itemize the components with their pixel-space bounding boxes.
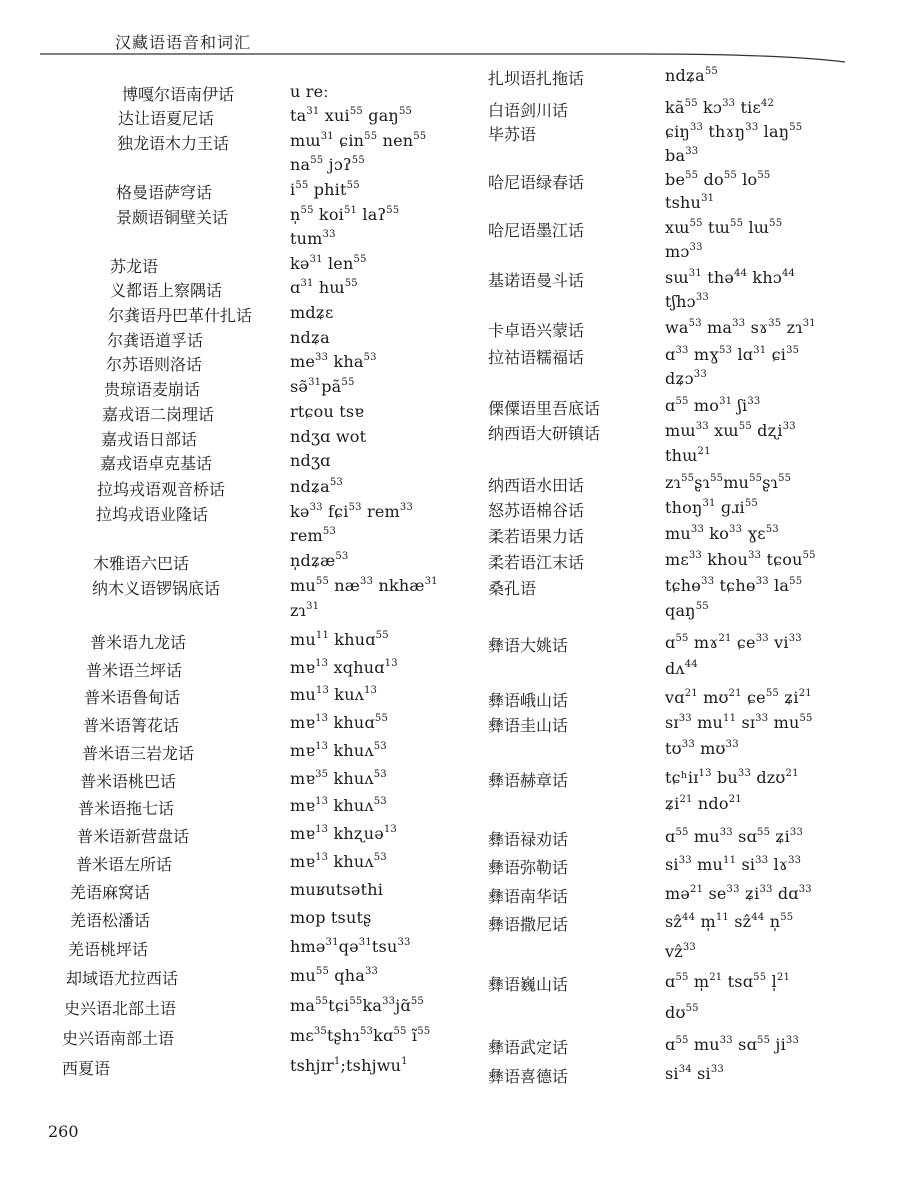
ipa-form: ndʑa$^{53}$ [290, 477, 343, 496]
ipa-form: ɑ$^{55}$ $mu^{33}$ sɑ$^{55}$ $ji^{33}$ [665, 1035, 800, 1054]
entry-row [0, 82, 460, 109]
entry-row [460, 524, 900, 551]
ipa-form: tʊ$^{33}$ mʊ$^{33}$ [665, 739, 739, 758]
dialect-name: 普米语新营盘话 [77, 827, 190, 846]
ipa-form: ɑ$^{33}$ mɣ$^{53}$ lɑ$^{31}$ ɕi$^{35}$ [665, 345, 800, 364]
entry-row [0, 451, 460, 478]
entry-row [0, 402, 460, 429]
entry-row [0, 852, 460, 879]
ipa-form: mɐ$^{13}$ khuʌ$^{53}$ [290, 796, 387, 815]
ipa-form: tʃhɔ$^{33}$ [665, 292, 709, 311]
ipa-form: u reː [290, 82, 329, 101]
dialect-name: 普米语左所话 [76, 855, 173, 874]
dialect-name: 白语剑川话 [488, 101, 569, 120]
ipa-form: mɐ$^{13}$ khuʌ$^{53}$ [290, 741, 387, 760]
entry-row [460, 739, 900, 766]
entry-row [0, 601, 460, 628]
dialect-name: 彝语弥勒话 [488, 858, 569, 877]
ipa-form: tɕʰiɪ$^{13}$ $bu^{33}$ dzʊ$^{21}$ [665, 768, 799, 787]
ipa-form: rem$^{53}$ [290, 526, 337, 545]
entry-row [460, 292, 900, 319]
entry-row [460, 345, 900, 372]
entry-row [460, 498, 900, 525]
ipa-form: kə$^{31}$ len$^{55}$ [290, 254, 367, 273]
dialect-name: 义都语上察隅话 [110, 281, 223, 300]
ipa-form: mɐ$^{13}$ khʐuə$^{13}$ [290, 824, 397, 843]
dialect-name: 博嘎尔语南伊话 [122, 85, 235, 104]
ipa-form: $ba^{33}$ [665, 146, 699, 165]
ipa-form: rtɕou tsɐ [290, 402, 365, 421]
ipa-form: $be^{55}$ $do^{55}$ $lo^{55}$ [665, 170, 771, 189]
dialect-name: 彝语撒尼话 [488, 915, 569, 934]
ipa-form: $ma^{55}tɕi^{55}ka^{33}jɑ̃^{55}$ [290, 996, 424, 1015]
ipa-form: $sə̃^{31}pã^{55}$ [290, 377, 355, 396]
ipa-form: muʁutsəthi [290, 880, 384, 899]
entry-row [460, 884, 900, 911]
entry-row [460, 421, 900, 448]
ipa-form: tɕhɵ$^{33}$ tɕhɵ$^{33}$ $la^{55}$ [665, 576, 803, 595]
ipa-form: zɿ$^{31}$ [290, 601, 320, 620]
dialect-name: 彝语巍山话 [488, 975, 569, 994]
entry-row [460, 659, 900, 686]
ipa-form: ndʑa$^{55}$ [665, 66, 718, 85]
dialect-name: 彝语大姚话 [488, 636, 569, 655]
ipa-form: $me^{33}$ kha$^{53}$ [290, 352, 377, 371]
entry-row [0, 303, 460, 330]
dialect-name: 彝语喜德话 [488, 1067, 569, 1086]
entry-row [0, 576, 460, 603]
entry-row [460, 218, 900, 245]
ipa-form: tshjɪr$^1$;tshjwu$^1$ [290, 1056, 408, 1075]
ipa-form: n̩$^{55}$ koi$^{51}$ laʔ$^{55}$ [290, 205, 400, 224]
entry-row [460, 242, 900, 269]
dialect-name: 尔苏语则洛话 [106, 355, 203, 374]
ipa-form: ndʒɑ [290, 451, 331, 470]
dialect-name: 羌语麻窝话 [70, 883, 151, 902]
entry-row [460, 688, 900, 715]
ipa-form: $mu^{33}$ $ko^{33}$ ɣɛ$^{53}$ [665, 524, 779, 543]
dialect-name: 却域语尤拉西话 [66, 969, 179, 988]
ipa-form: mɯ$^{31}$ ɕin$^{55}$ nen$^{55}$ [290, 131, 427, 150]
entry-row [460, 1035, 900, 1062]
entry-row [460, 942, 900, 969]
ipa-form: $i^{55}$ phit$^{55}$ [290, 180, 360, 199]
entry-row [460, 601, 900, 628]
entry-row [0, 796, 460, 823]
dialect-name: 扎坝语扎拖话 [488, 69, 585, 88]
ipa-form: mop tsutʂ [290, 908, 372, 927]
ipa-form: $si^{33}$ $mu^{11}$ $si^{33}$ lɤ$^{33}$ [665, 855, 802, 874]
dialect-name: 苏龙语 [110, 257, 159, 276]
entry-row [460, 827, 900, 854]
ipa-form: thɯ$^{21}$ [665, 446, 711, 465]
ipa-form: $mu^{55}$ qha$^{33}$ [290, 966, 379, 985]
ipa-form: ndʒɑ wot [290, 427, 367, 446]
dialect-name: 纳木义语锣锅底话 [92, 579, 221, 598]
entry-row [0, 769, 460, 796]
dialect-name: 卡卓语兴蒙话 [488, 321, 585, 340]
dialect-name: 嘉戎语日部话 [101, 430, 198, 449]
ipa-form: mdʑɛ [290, 303, 334, 322]
entry-row [460, 550, 900, 577]
entry-row [0, 278, 460, 305]
entry-row [0, 685, 460, 712]
dialect-name: 达让语夏尼话 [118, 109, 215, 128]
dialect-name: 尔龚语道孚话 [107, 331, 204, 350]
dialect-name: 格曼语萨穹话 [116, 183, 213, 202]
dialect-name: 拉坞戎语观音桥话 [97, 480, 226, 499]
entry-row [0, 1056, 460, 1083]
entry-row [460, 98, 900, 125]
dialect-name: 普米语三岩龙话 [82, 744, 195, 763]
entry-row [460, 146, 900, 173]
entry-row [460, 794, 900, 821]
entry-row [460, 268, 900, 295]
entry-row [0, 551, 460, 578]
entry-row [460, 633, 900, 660]
dialect-name: 普米语鲁甸话 [84, 688, 181, 707]
ipa-form: xɯ$^{55}$ tɯ$^{55}$ lɯ$^{55}$ [665, 218, 783, 237]
ipa-form: $mu^{11}$ khuɑ$^{55}$ [290, 630, 389, 649]
left-column [0, 0, 460, 1120]
ipa-form: ʑi$^{21}$ ndo$^{21}$ [665, 794, 742, 813]
entry-row [0, 713, 460, 740]
dialect-name: 哈尼语绿春话 [488, 173, 585, 192]
dialect-name: 西夏语 [62, 1059, 111, 1078]
ipa-form: ɑ$^{55}$ mɤ$^{21}$ ɕe$^{33}$ $vi^{33}$ [665, 633, 802, 652]
entry-row [460, 369, 900, 396]
entry-row [460, 396, 900, 423]
entry-row [460, 855, 900, 882]
ipa-form: mɔ$^{33}$ [665, 242, 703, 261]
dialect-name: 彝语武定话 [488, 1038, 569, 1057]
ipa-form: sẑ$^{44}$ m̩$^{11}$ sẑ$^{44}$ n̩$^{55}$ [665, 912, 794, 931]
ipa-form: $ta^{31}$ xui$^{55}$ gaŋ$^{55}$ [290, 106, 413, 125]
ipa-form: $na^{55}$ jɔʔ$^{55}$ [290, 155, 365, 174]
dialect-name: 羌语桃坪话 [68, 940, 149, 959]
dialect-name: 嘉戎语二岗理话 [102, 405, 215, 424]
dialect-name: 毕苏语 [488, 125, 537, 144]
entry-row [0, 180, 460, 207]
dialect-name: 傈僳语里吾底话 [488, 399, 601, 418]
ipa-form: vɑ$^{21}$ mʊ$^{21}$ ɕe$^{55}$ ʑi$^{21}$ [665, 688, 812, 707]
dialect-name: 基诺语曼斗话 [488, 271, 585, 290]
entry-row [0, 630, 460, 657]
entry-row [0, 229, 460, 256]
dialect-name: 柔若语江末话 [488, 553, 585, 572]
dialect-name: 桑孔语 [488, 579, 537, 598]
dialect-name: 景颇语铜壁关话 [116, 208, 229, 227]
ipa-form: $mu^{13}$ kuʌ$^{13}$ [290, 685, 378, 704]
ipa-form: mɐ$^{13}$ khuʌ$^{53}$ [290, 852, 387, 871]
dialect-name: 柔若语果力话 [488, 527, 585, 546]
entry-row [0, 502, 460, 529]
ipa-form: $wa^{53}$ $ma^{33}$ sɤ$^{35}$ zɿ$^{31}$ [665, 318, 816, 337]
dialect-name: 怒苏语棉谷话 [488, 501, 585, 520]
dialect-name: 纳西语大研镇话 [488, 424, 601, 443]
ipa-form: ɑ$^{31}$ hɯ$^{55}$ [290, 278, 358, 297]
entry-row [0, 155, 460, 182]
dialect-name: 普米语桃巴话 [80, 772, 177, 791]
entry-row [0, 908, 460, 935]
ipa-form: $kã^{55}$ kɔ$^{33}$ tiɛ$^{42}$ [665, 98, 775, 117]
dialect-name: 木雅语六巴话 [93, 554, 190, 573]
ipa-form: sɯ$^{31}$ thə$^{44}$ khɔ$^{44}$ [665, 268, 796, 287]
entry-row [0, 205, 460, 232]
entry-row [460, 713, 900, 740]
ipa-form: mə$^{21}$ $se^{33}$ ʑi$^{33}$ dɑ$^{33}$ [665, 884, 812, 903]
dialect-name: 嘉戎语卓克基话 [100, 454, 213, 473]
dialect-name: 彝语赫章话 [488, 771, 569, 790]
dialect-name: 独龙语木力王话 [117, 134, 230, 153]
dialect-name: 史兴语南部土语 [62, 1029, 175, 1048]
ipa-form: thoŋ$^{31}$ ɡɹi$^{55}$ [665, 498, 758, 517]
entry-row [460, 768, 900, 795]
ipa-form: vẑ$^{33}$ [665, 942, 696, 961]
entry-row [0, 477, 460, 504]
ipa-form: hmə$^{31}$qə$^{31}$tsu$^{33}$ [290, 937, 411, 956]
dialect-name: 尔龚语丹巴革什扎话 [108, 306, 253, 325]
entry-row [0, 1026, 460, 1053]
entry-row [0, 526, 460, 553]
page-number: 260 [48, 1122, 79, 1141]
dialect-name: 拉祜语糯福话 [488, 348, 585, 367]
dialect-name: 彝语禄劝话 [488, 830, 569, 849]
ipa-form: mɐ$^{13}$ khuɑ$^{55}$ [290, 713, 389, 732]
dialect-name: 史兴语北部土语 [64, 999, 177, 1018]
dialect-name: 普米语拖七话 [78, 799, 175, 818]
entry-row [460, 1003, 900, 1030]
dialect-name: 彝语圭山话 [488, 716, 569, 735]
dialect-name: 普米语九龙话 [90, 633, 187, 652]
dialect-name: 彝语南华话 [488, 887, 569, 906]
entry-row [0, 254, 460, 281]
entry-row [0, 824, 460, 851]
ipa-form: tum$^{33}$ [290, 229, 336, 248]
entry-row [0, 427, 460, 454]
ipa-form: mɛ$^{35}$tʂhɿ$^{53}$kɑ$^{55}$ $ĩ^{55}$ [290, 1026, 431, 1045]
ipa-form: dʊ$^{55}$ [665, 1003, 699, 1022]
ipa-form: mɛ$^{33}$ khou$^{33}$ tɕou$^{55}$ [665, 550, 816, 569]
ipa-form: dʌ$^{44}$ [665, 659, 698, 678]
ipa-form: mɯ$^{33}$ xɯ$^{55}$ dʐi$^{33}$ [665, 421, 796, 440]
dialect-name: 彝语峨山话 [488, 691, 569, 710]
entry-row [460, 122, 900, 149]
entry-row [460, 576, 900, 603]
dialect-name: 贵琼语麦崩话 [104, 380, 201, 399]
entry-row [460, 972, 900, 999]
ipa-form: ɕiŋ$^{33}$ thɤŋ$^{33}$ laŋ$^{55}$ [665, 122, 803, 141]
ipa-form: ɑ$^{55}$ m̩$^{21}$ tsɑ$^{55}$ l̩$^{21}$ [665, 972, 791, 991]
running-header-title: 汉藏语语音和词汇 [115, 33, 252, 52]
entry-row [0, 658, 460, 685]
ipa-form: ɑ$^{55}$ $mo^{31}$ ʃi$^{33}$ [665, 396, 761, 415]
dialect-name: 哈尼语墨江话 [488, 221, 585, 240]
ipa-form: $mu^{55}$ $næ^{33}$ nkhæ$^{31}$ [290, 576, 438, 595]
right-column [460, 0, 900, 1120]
ipa-form: mɐ$^{13}$ xqhuɑ$^{13}$ [290, 658, 398, 677]
ipa-form: $si^{34}$ $si^{33}$ [665, 1064, 724, 1083]
entry-row [0, 328, 460, 355]
entry-row [460, 318, 900, 345]
ipa-form: $zɿ^{55}ʂɿ^{55}mu^{55}ʂɿ^{55}$ [665, 473, 792, 492]
entry-row [0, 377, 460, 404]
entry-row [460, 446, 900, 473]
entry-row [0, 131, 460, 158]
dialect-name: 普米语箐花话 [83, 716, 180, 735]
ipa-form: ndʑa [290, 328, 330, 347]
ipa-form: ɑ$^{55}$ $mu^{33}$ sɑ$^{55}$ ʑi$^{33}$ [665, 827, 804, 846]
entry-row [0, 352, 460, 379]
entry-row [0, 880, 460, 907]
entry-row [0, 966, 460, 993]
entry-row [0, 937, 460, 964]
entry-row [0, 996, 460, 1023]
entry-row [460, 193, 900, 220]
ipa-form: mɐ$^{35}$ khuʌ$^{53}$ [290, 769, 387, 788]
entry-row [460, 912, 900, 939]
dialect-name: 纳西语水田话 [488, 476, 585, 495]
dialect-name: 拉坞戎语业隆话 [96, 505, 209, 524]
ipa-form: tshu$^{31}$ [665, 193, 715, 212]
entry-row [460, 473, 900, 500]
ipa-form: sɪ$^{33}$ $mu^{11}$ sɪ$^{33}$ $mu^{55}$ [665, 713, 813, 732]
ipa-form: kə$^{33}$ fɕi$^{53}$ rem$^{33}$ [290, 502, 414, 521]
entry-row [0, 741, 460, 768]
dialect-name: 羌语松潘话 [70, 911, 151, 930]
entry-row [460, 1064, 900, 1091]
entry-row [460, 66, 900, 93]
dialect-name: 普米语兰坪话 [86, 661, 183, 680]
entry-row [0, 106, 460, 133]
ipa-form: n̩dʑæ$^{53}$ [290, 551, 349, 570]
ipa-form: dʑɔ$^{33}$ [665, 369, 707, 388]
ipa-form: qaŋ$^{55}$ [665, 601, 709, 620]
